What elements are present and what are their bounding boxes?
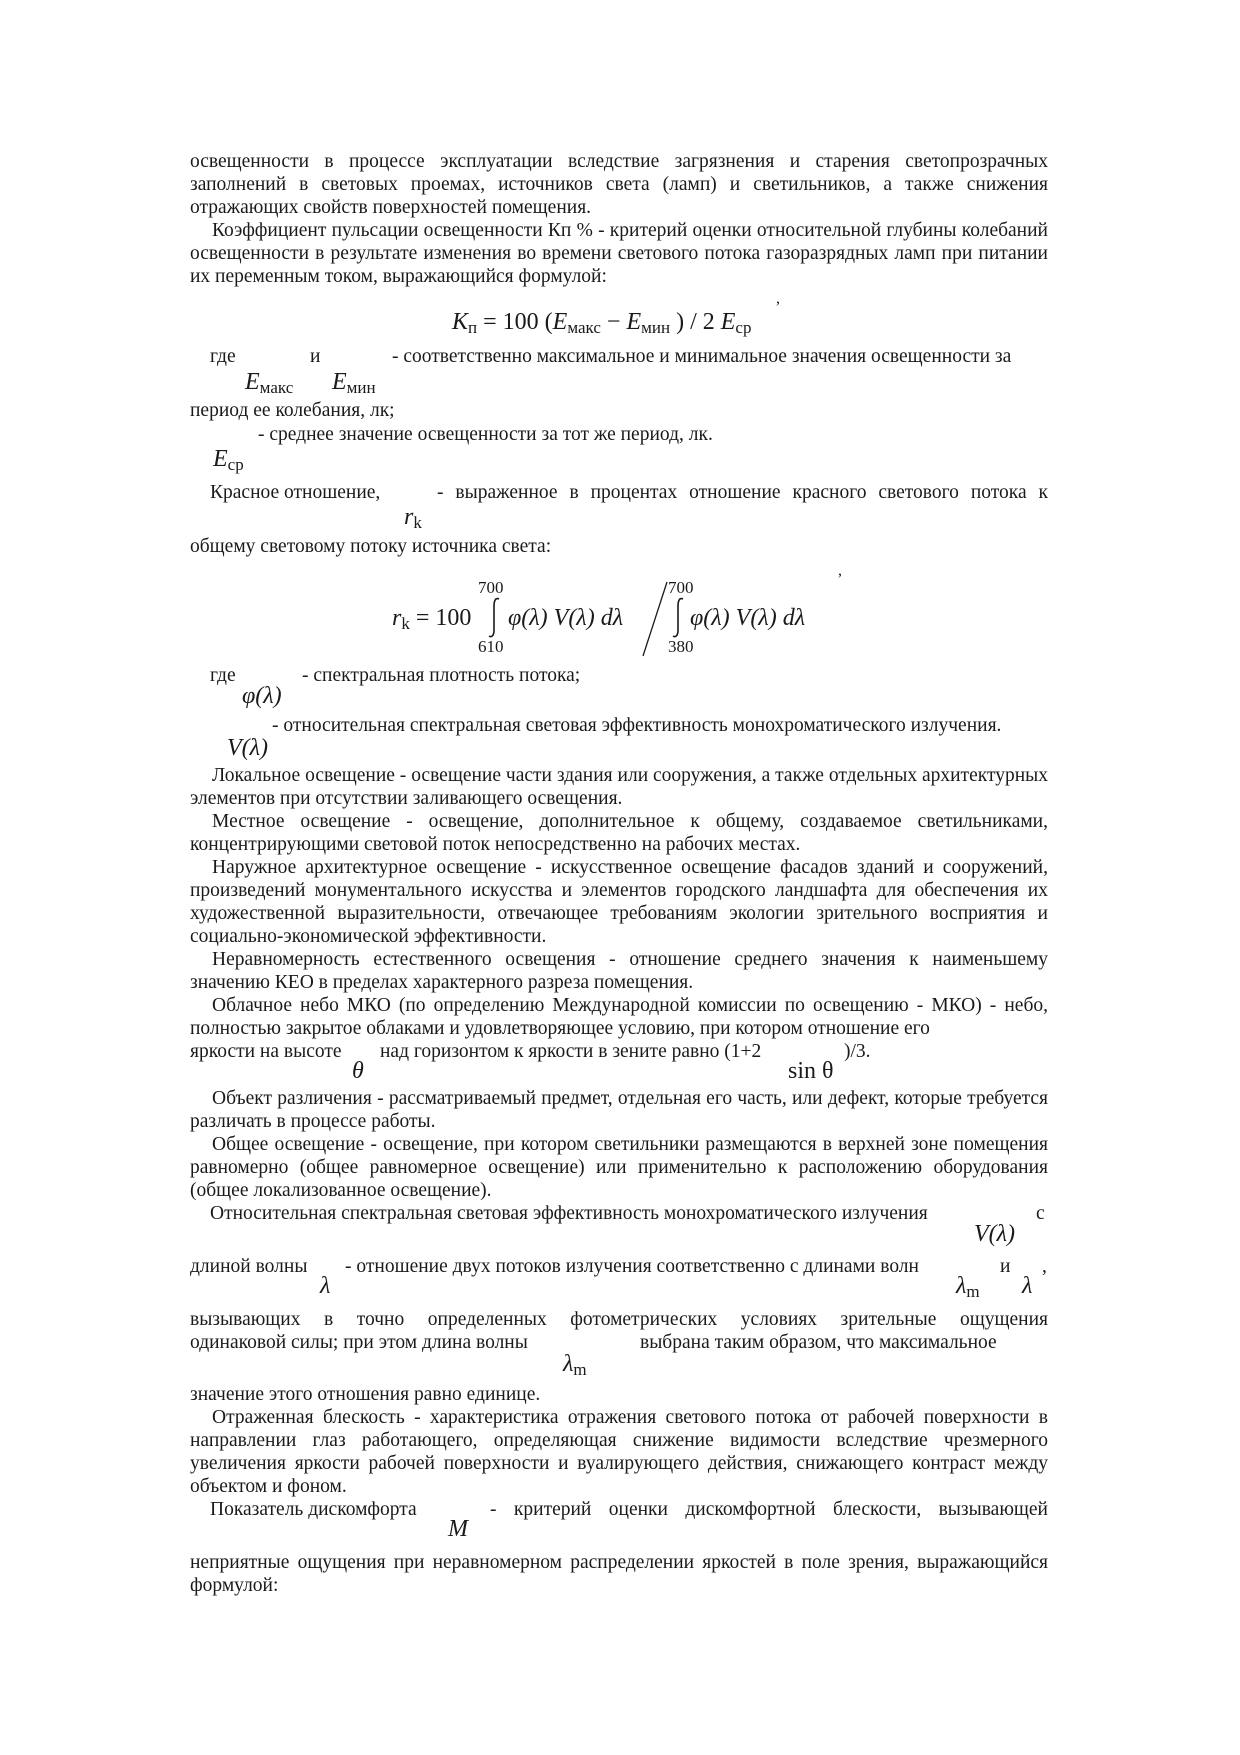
relative-efficiency-b: с xyxy=(1036,1203,1045,1224)
paragraph-local-work-lighting: Местное освещение - освещение, дополнительное к общему, создаваемое светильниками, концентрирующими световой поток непосредственно на рабочих местах. xyxy=(190,811,1048,855)
and-label: и xyxy=(310,346,321,367)
integral-sign-2 xyxy=(670,596,688,640)
emax-emin-description: - соответственно максимальное и минимальное значения освещенности за xyxy=(392,346,1012,367)
where-label-2: где xyxy=(210,665,236,686)
formula2-upper1: 700 xyxy=(478,578,504,597)
symbol-e-min: $E_{мин}$ xyxy=(332,369,376,397)
formula2-comma: , xyxy=(838,562,842,579)
formula2-lhs: $r_k = 100$ xyxy=(392,605,472,633)
symbol-theta: θ xyxy=(352,1058,364,1084)
relative-efficiency-2b: - отношение двух потоков излучения соответственно с длинами волн xyxy=(345,1256,919,1277)
formula2-integrand-1: φ(λ) V(λ) dλ xyxy=(508,605,624,631)
symbol-phi-lambda: φ(λ) xyxy=(242,683,282,709)
formula1-comma: , xyxy=(776,290,780,307)
v-lambda-description: - относительная спектральная световая эффективность монохроматического излучения. xyxy=(272,715,1002,736)
cloudy-sky-last-c: )/3. xyxy=(844,1041,871,1062)
formula2-lower1: 610 xyxy=(478,637,504,656)
formula2-upper2: 700 xyxy=(668,578,694,597)
phi-description: - спектральная плотность потока; xyxy=(302,665,581,686)
symbol-sin-theta: sin θ xyxy=(788,1058,834,1084)
discomfort-index-b: - критерий оценки дискомфортной блескости, вызывающей xyxy=(490,1499,1048,1520)
where-label: где xyxy=(210,346,236,367)
formula2-integrand-2: φ(λ) V(λ) dλ xyxy=(690,605,806,631)
paragraph-object: Объект различения - рассматриваемый предмет, отдельная его часть, или дефект, которые требуется различать в процессе работы. xyxy=(190,1088,1048,1132)
ecp-description: - среднее значение освещенности за тот же период, лк. xyxy=(258,424,713,445)
relative-efficiency-5: значение этого отношения равно единице. xyxy=(190,1384,541,1405)
symbol-v-lambda-2: V(λ) xyxy=(974,1221,1016,1247)
formula1-rhs: = 100 ( xyxy=(483,309,553,335)
paragraph-continuation: освещенности в процессе эксплуатации вследствие загрязнения и старения светопрозрачных заполнений в световых проемах, источников света (ламп) и светильников, а также снижения отражающих свойств поверхностей помещения. xyxy=(190,151,1048,218)
period-text: период ее колебания, лк; xyxy=(190,400,395,421)
discomfort-index-continuation: неприятные ощущения при неравномерном распределении яркостей в поле зрения, выражающийся формулой: xyxy=(190,1552,1048,1596)
red-ratio-continuation: общему световому потоку источника света: xyxy=(190,536,552,557)
integral-sign-1 xyxy=(486,596,504,640)
red-ratio-description: - выраженное в процентах отношение красного светового потока к xyxy=(437,482,1048,503)
red-ratio-label: Красное отношение, xyxy=(210,482,381,503)
formula-pulsation: $K_п = 100$ ($E_{макс} - E_{мин}$ ) / 2 $E_{ср}$ xyxy=(452,309,752,337)
formula2-lower2: 380 xyxy=(668,637,694,656)
paragraph-general-lighting: Общее освещение - освещение, при котором светильники размещаются в верхней зоне помещения равномерно (общее равномерное освещение) или применительно к расположению оборудования (общее локализованное освещение). xyxy=(190,1134,1048,1201)
relative-efficiency-2a: длиной волны xyxy=(190,1256,308,1277)
symbol-lambda: λ xyxy=(320,1273,331,1299)
paragraph-reflected-glare: Отраженная блескость - характеристика отражения светового потока от рабочей поверхности в направлении глаз работающего, определяющая снижение видимости вследствие чрезмерного увеличения яркости рабочей поверхности и вуалирующего действия, снижающего контраст между объектом и фоном. xyxy=(190,1407,1048,1497)
symbol-e-maks: $E_{макс}$ xyxy=(245,369,294,397)
relative-efficiency-2c: и xyxy=(1000,1256,1011,1277)
relative-efficiency-3: вызывающих в точно определенных фотометрических условиях зрительные ощущения xyxy=(190,1309,1048,1330)
cloudy-sky-last-a: яркости на высоте xyxy=(190,1041,342,1062)
relative-efficiency-a: Относительная спектральная световая эффективность монохроматического излучения xyxy=(210,1203,928,1224)
symbol-v-lambda: V(λ) xyxy=(227,735,269,761)
relative-efficiency-4b: выбрана таким образом, что максимальное xyxy=(640,1332,997,1353)
paragraph-local-lighting: Локальное освещение - освещение части здания или сооружения, а также отдельных архитектурных элементов при отсутствии заливающего освещения. xyxy=(190,765,1048,809)
relative-efficiency-2d: , xyxy=(1042,1256,1047,1277)
fraction-slash xyxy=(640,580,670,660)
paragraph-non-uniformity: Неравномерность естественного освещения - отношение среднего значения к наименьшему значению КЕО в пределах характерного разреза помещения. xyxy=(190,949,1048,993)
symbol-lambda-2: λ xyxy=(1022,1273,1033,1299)
relative-efficiency-4a: одинаковой силы; при этом длина волны xyxy=(190,1332,528,1353)
discomfort-index-a: Показатель дискомфорта xyxy=(210,1499,417,1520)
symbol-lambda-m-2: $\lambda_m$ xyxy=(563,1351,587,1379)
paragraph-cloudy-sky: Облачное небо МКО (по определению Международной комиссии по освещению - МКО) - небо, полностью закрытое облаками и удовлетворяющее условию, при котором отношение его xyxy=(190,995,1048,1039)
formula1-k: K xyxy=(452,309,469,335)
paragraph-exterior-lighting: Наружное архитектурное освещение - искусственное освещение фасадов зданий и сооружений, произведений монументального искусства и элементов городского ландшафта для обеспечения их художественной выразительности, отвечающее требованиям экологии зрительного восприятия и социально-экономической эффективности. xyxy=(190,857,1048,947)
symbol-m: M xyxy=(448,1516,468,1542)
symbol-r-k: $r_k$ xyxy=(404,504,422,532)
symbol-e-sr: $E_{ср}$ xyxy=(213,446,244,474)
cloudy-sky-last-b: над горизонтом к яркости в зените равно (1+2 xyxy=(380,1041,762,1062)
symbol-lambda-m: $\lambda_m$ xyxy=(956,1273,980,1301)
paragraph-pulsation-coefficient: Коэффициент пульсации освещенности Кп % - критерий оценки относительной глубины колебаний освещенности в результате изменения во времени светового потока газоразрядных ламп при питании их переменным током, выражающийся формулой: xyxy=(190,220,1048,287)
